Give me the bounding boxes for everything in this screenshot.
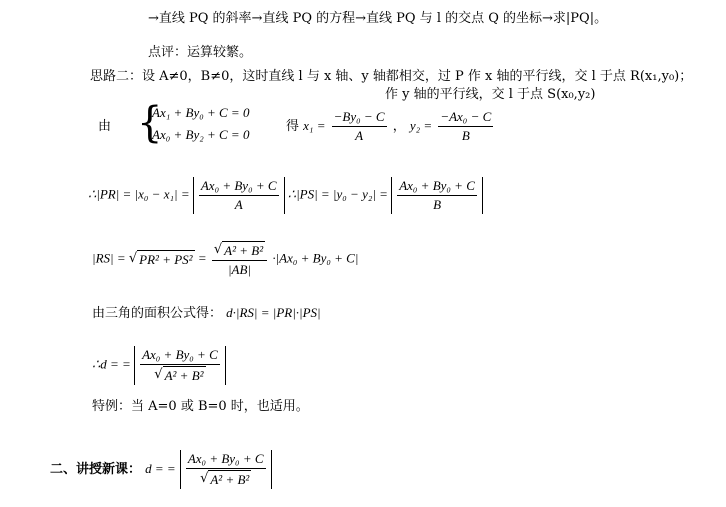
derivation-step-line: →直线 PQ 的斜率→直线 PQ 的方程→直线 PQ 与 l 的交点 Q 的坐标→求|PQ|。	[148, 11, 608, 26]
system-equation-1: Ax₁ + By₀ + C = 0	[152, 105, 250, 120]
pr-denominator: A	[234, 197, 243, 212]
area-formula: d·|RS| = |PR|·|PS|	[226, 305, 321, 320]
y2-fraction	[438, 108, 493, 145]
special-case-line: 特例：当 A=0 或 B=0 时，也适用。	[92, 399, 309, 414]
rs-tail: ·|Ax₀ + By₀ + C|	[272, 250, 359, 266]
ps-numerator: Ax₀ + By₀ + C	[397, 177, 477, 196]
y2-numerator: −Ax₀ − C	[438, 108, 493, 127]
system-solution	[286, 108, 495, 145]
final-abs: Ax₀ + By₀ + C √ A² + B²	[180, 450, 272, 489]
rs-equals: =	[197, 250, 207, 266]
rs-sqrt: √ PR² + PS²	[128, 251, 193, 268]
rs-num-radicand: A² + B²	[224, 243, 264, 258]
d-numerator: Ax₀ + By₀ + C	[140, 346, 220, 365]
approach-two-line-1: 思路二：设 A≠0，B≠0，这时直线 l 与 x 轴、y 轴都相交，过 P 作 x 轴的平行线，交 l 于点 R(x₁,y₀)；	[90, 69, 693, 84]
x1-fraction	[332, 108, 387, 145]
system-get-label: 得	[286, 119, 300, 134]
system-brace: {	[137, 98, 163, 148]
area-line	[92, 304, 321, 322]
pr-lhs: ∴|PR| = |x₀ − x₁| =	[88, 186, 190, 202]
d-abs: Ax₀ + By₀ + C √ A² + B²	[134, 346, 226, 385]
d-lhs: ∴d = =	[92, 356, 131, 372]
rs-denominator: |AB|	[227, 262, 251, 277]
comment-line: 点评：运算较繁。	[148, 45, 253, 60]
y2-lhs: y₂ =	[409, 118, 433, 133]
final-den-radicand: A² + B²	[210, 472, 250, 487]
distance-formula-line	[92, 346, 226, 385]
approach-two-line-2: 作 y 轴的平行线，交 l 于点 S(x₀,y₂)	[385, 87, 596, 102]
ps-denominator: B	[433, 197, 442, 212]
ps-abs	[391, 177, 483, 214]
final-formula-line	[50, 450, 272, 489]
ps-lhs: ∴|PS| = |y₀ − y₂| =	[287, 186, 388, 202]
rs-fraction: √ A² + B² |AB|	[212, 240, 267, 279]
area-text: 由三角的面积公式得：	[92, 306, 223, 321]
pr-abs	[193, 177, 285, 214]
separator: ，	[392, 119, 406, 134]
x1-denominator: A	[355, 128, 364, 143]
rs-lhs: |RS| =	[92, 250, 126, 266]
section-title: 二、讲授新课：	[50, 462, 142, 477]
pr-numerator: Ax₀ + By₀ + C	[199, 177, 279, 196]
pr-ps-line	[88, 177, 483, 214]
x1-lhs: x₁ =	[303, 118, 326, 133]
rs-radicand: PR² + PS²	[139, 252, 193, 268]
rs-line	[92, 240, 358, 279]
system-by-label: 由	[98, 119, 112, 134]
final-lhs: d = =	[145, 461, 176, 476]
system-equation-2: Ax₀ + By₂ + C = 0	[152, 127, 250, 142]
x1-numerator: −By₀ − C	[332, 108, 387, 127]
final-numerator: Ax₀ + By₀ + C	[186, 450, 266, 469]
d-den-radicand: A² + B²	[164, 368, 204, 383]
y2-denominator: B	[461, 128, 470, 143]
